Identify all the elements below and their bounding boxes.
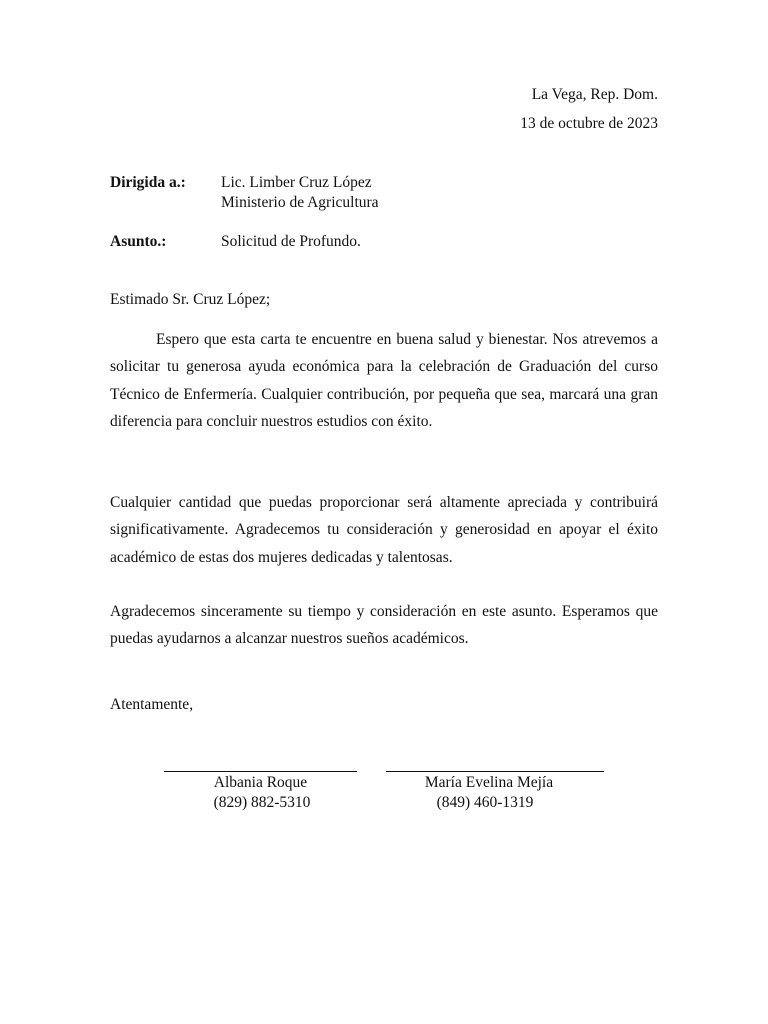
letter-place: La Vega, Rep. Dom. [531, 86, 658, 103]
closing: Atentamente, [110, 696, 194, 713]
signer-1-phone: (829) 882-5310 [213, 794, 311, 811]
signature-line-1 [164, 771, 357, 772]
greeting: Estimado Sr. Cruz López; [110, 291, 271, 308]
signer-2-name: María Evelina Mejía [424, 774, 554, 791]
letter-date: 13 de octubre de 2023 [520, 115, 658, 132]
subject-label: Asunto.: [110, 233, 167, 250]
body-paragraph-1: Espero que esta carta te encuentre en buena salud y bienestar. Nos atrevemos a solicitar tu generosa ayuda económica para la celebración de Graduación del curso Técnico de Enfermería. Cualquier contribución, por pequeña que sea, marcará una gran diferencia para concluir nuestros estudios con éxito. [110, 331, 658, 430]
recipient-name: Lic. Limber Cruz López [221, 174, 372, 191]
recipient-label: Dirigida a.: [110, 174, 186, 191]
body-paragraph-2: Cualquier cantidad que puedas proporcionar será altamente apreciada y contribuirá significativamente. Agradecemos tu consideración y generosidad en apoyar el éxito académico de estas dos mujeres dedicadas y talentosas. [110, 494, 658, 566]
subject-value: Solicitud de Profundo. [221, 233, 361, 250]
body-paragraph-3: Agradecemos sinceramente su tiempo y consideración en este asunto. Esperamos que puedas ayudarnos a alcanzar nuestros sueños académicos. [110, 603, 658, 648]
signer-1-name: Albania Roque [213, 774, 308, 791]
signer-2-phone: (849) 460-1319 [436, 794, 534, 811]
recipient-organization: Ministerio de Agricultura [221, 194, 379, 211]
signature-line-2 [386, 771, 604, 772]
